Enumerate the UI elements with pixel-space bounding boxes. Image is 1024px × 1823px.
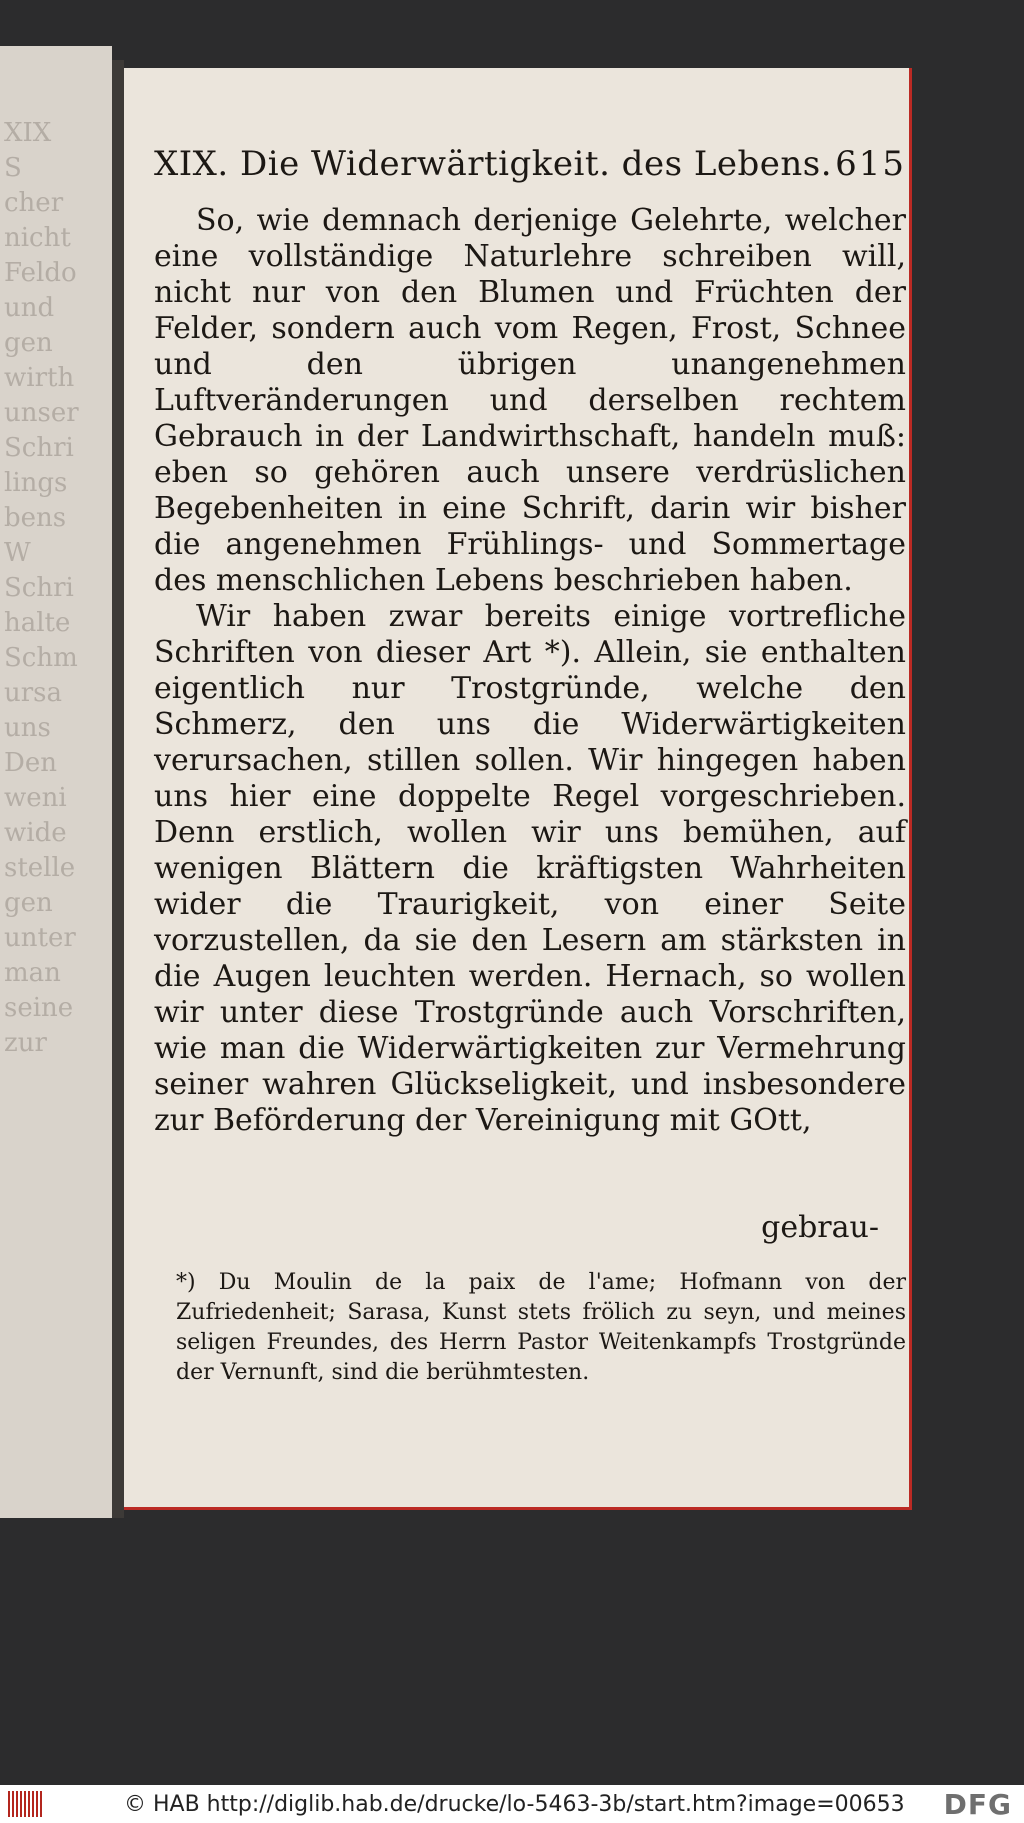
book-page (124, 68, 912, 1510)
page-gutter (112, 60, 124, 1518)
barcode-logo-icon (8, 1791, 44, 1817)
body-text (154, 203, 906, 1139)
running-head-title: XIX. Die Widerwärtigkeit. des Lebens. (154, 144, 833, 184)
source-url[interactable]: © HAB http://diglib.hab.de/drucke/lo-5463-3b/start.htm?image=00653 (124, 1791, 905, 1817)
dfg-logo: DFG (943, 1788, 1012, 1821)
footnote: *) Du Moulin de la paix de l'ame; Hofmann von der Zufriedenheit; Sarasa, Kunst stets frölich zu seyn, und meines seligen Freundes, des Herrn Pastor Weitenkampfs Trostgründe der Vernunft, sind die berühmtesten. (176, 1270, 906, 1385)
catchword: gebrau- (761, 1210, 879, 1245)
left-page-bleed-text: XIX S cher nicht Feldo und gen wirth unser Schri lings bens W Schri halte Schm ursa uns Den weni wide stelle gen unter man seine zur (4, 118, 79, 1058)
page-number: 615 (835, 144, 906, 184)
left-facing-page (0, 46, 112, 1518)
paragraph: Wir haben zwar bereits einige vortrefliche Schriften von dieser Art *). Allein, sie enthalten eigentlich nur Trostgründe, welche den Schmerz, den uns die Widerwärtigkeiten verursachen, stillen sollen. Wir hingegen haben uns hier eine doppelte Regel vorgeschrieben. Denn erstlich, wollen wir uns bemühen, auf wenigen Blättern die kräftigsten Wahrheiten wider die Traurigkeit, von einer Seite vorzustellen, da sie den Lesern am stärksten in die Augen leuchten werden. Hernach, so wollen wir unter diese Trostgründe auch Vorschriften, wie man die Widerwärtigkeiten zur Vermehrung seiner wahren Glückseligkeit, und insbesondere zur Beförderung der Vereinigung mit GOtt, (154, 599, 906, 1138)
footer-bar (0, 1785, 1024, 1823)
running-head (154, 144, 906, 190)
paragraph: So, wie demnach derjenige Gelehrte, welcher eine vollständige Naturlehre schreiben will, nicht nur von den Blumen und Früchten der Felder, sondern auch vom Regen, Frost, Schnee und den übrigen unangenehmen Luftveränderungen und derselben rechtem Gebrauch in der Landwirthschaft, handeln muß: eben so gehören auch unsere verdrüslichen Begebenheiten in eine Schrift, darin wir bisher die angenehmen Frühlings- und Sommertage des menschlichen Lebens beschrieben haben. (154, 203, 906, 598)
